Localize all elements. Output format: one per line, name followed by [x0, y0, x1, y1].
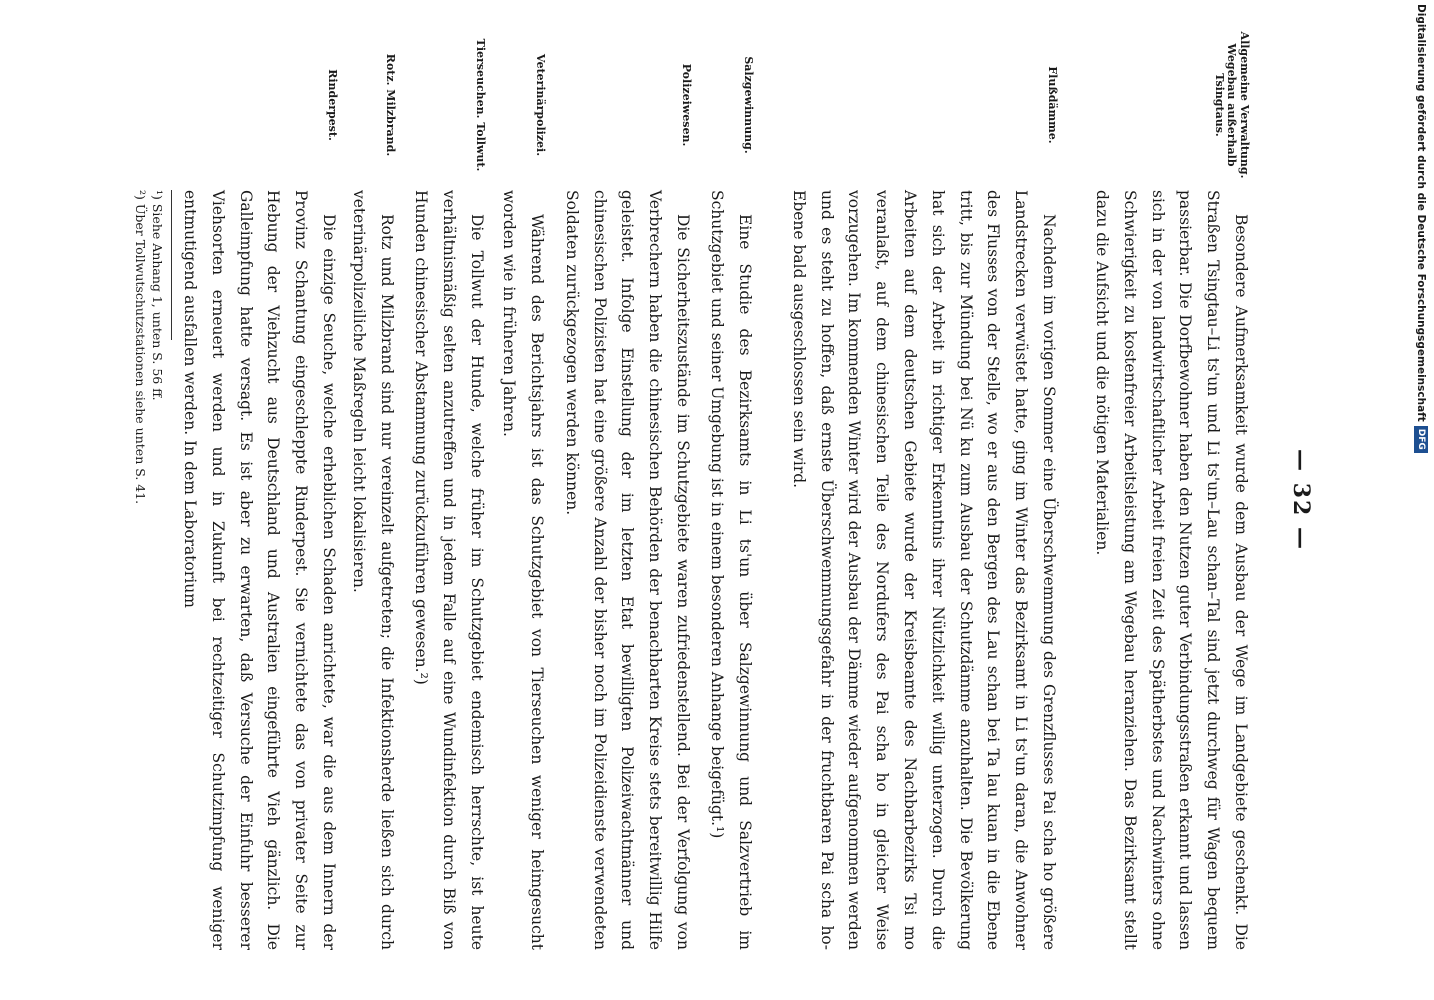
margin-note: Veterinärpolizei.	[534, 53, 547, 157]
margin-note: Salzgewinnung.	[742, 56, 755, 154]
paragraph: Eine Studie des Bezirksamts in Li ts'un über Salzgewinnung und Salzvertrieb im Schutzgebiet und seiner Umgebung ist in einem besonderen Anhange beigefügt.¹)	[708, 190, 754, 950]
margin-note: Rinderpest.	[326, 69, 339, 141]
digitization-credit	[1412, 4, 1430, 484]
margin-note: Rotz. Milzbrand.	[384, 53, 397, 157]
paragraph: Nachdem im vorigen Sommer eine Überschwemmung des Grenzflusses Pai scha ho größere Landstrecken verwüstet hatte, ging im Winter das Bezirksamt in Li ts'un daran, die Anwohner des Flusses von der Stelle, wo er aus den Bergen des Lau schan bei Ta lau kuan in die Ebene tritt, bis zur Mündung bei Nü ku zum Ausbau der Schutzdämme anzuhalten. Die Bevölkerung hat sich der Arbeit in richtiger Erkenntnis ihrer Nützlichkeit willig unterzogen. Durch die Arbeiten auf dem deutschen Gebiete wurde der Kreisbeamte des Nachbarbezirks Tsi mo veranlaßt, auf dem chinesischen Teile des Nordufers des Pai scha ho in gleicher Weise vorzugehen. Im kommenden Winter wird der Ausbau der Dämme wieder aufgenommen werden und es steht zu hoffen, daß ernste Überschwemmungsgefahr in der fruchtbaren Pai scha ho-Ebene bald ausgeschlossen sein wird.	[789, 190, 1058, 950]
paragraph: Rotz und Milzbrand sind nur vereinzelt aufgetreten; die Infektionsherde ließen sich durch veterinärpolizeiliche Maßregeln leicht lokalisieren.	[350, 190, 396, 950]
paragraph: Die einzige Seuche, welche erheblichen Schaden anrichtete, war die aus dem Innern der Provinz Schantung eingeschleppte Rinderpest. Sie vernichtete das von privater Seite zur Hebung der Viehzucht aus Deutschland und Australien eingeführte Vieh gänzlich. Die Galleimpfung hatte versagt. Es ist aber zu erwarten, daß Versuche der Einfuhr besserer Viehsorten erneuert werden und in Zukunft bei rechtzeitiger Schutzimpfung weniger entmutigend ausfallen werden. In dem Laboratorium	[181, 190, 338, 950]
margin-note: Allgemeine Verwaltung. Wegebau außerhalb Tsingtaus.	[1212, 31, 1251, 179]
paragraph: Die Sicherheitszustände im Schutzgebiete waren zufriedenstellend. Bei der Verfolgung von Verbrechern haben die chinesischen Behörden der benachbarten Kreise stets bereitwillig Hilfe geleistet. Infolge Einstellung der im letzten Etat bewilligten Polizeiwachtmänner und chinesischen Polizisten hat eine größere Anzahl der bisher noch im Polizeidienste verwendeten Soldaten zurückgezogen werden können.	[562, 190, 692, 950]
page-number: — 32 —	[1288, 449, 1314, 551]
footnote-separator	[171, 190, 172, 340]
paragraph: Die Tollwut der Hunde, welche früher im Schutzgebiet endemisch herrschte, ist heute verhältnismäßig selten anzutreffen und in jedem Falle auf eine Wundinfektion durch Biß von Hunden chinesischer Abstammung zurückzuführen gewesen.²)	[412, 190, 486, 950]
paragraph: Während des Berichtsjahrs ist das Schutzgebiet von Tierseuchen weniger heimgesucht worden wie in früheren Jahren.	[500, 190, 546, 950]
footnote: ¹) Siehe Anhang 1, unten S. 56 ff.	[150, 190, 165, 401]
margin-note: Flußdämme.	[1046, 66, 1059, 144]
dfg-logo-icon: DFG	[1414, 426, 1428, 453]
margin-note: Polizeiwesen.	[680, 63, 693, 147]
margin-note: Tierseuchen. Tollwut.	[474, 38, 487, 172]
credit-text: Digitalisierung gefördert durch die Deutsche Forschungsgemeinschaft	[1415, 4, 1427, 422]
footnote: ²) Über Tollwutschutzstationen siehe unten S. 41.	[133, 190, 148, 505]
footnotes	[132, 190, 166, 950]
paragraph: Besondere Aufmerksamkeit wurde dem Ausbau der Wege im Landgebiete geschenkt. Die Straßen Tsingtau–Li ts'un und Li ts'un–Lau schan–Tal sind jetzt durchweg für Wagen bequem passierbar. Die Dorfbewohner haben den Nutzen guter Verbindungsstraßen erkannt und lassen sich in der von landwirtschaftlicher Arbeit freien Zeit des Spätherbstes und Nachwinters ohne Schwierigkeit zu kostenfreier Arbeitsleistung am Wegebau heranziehen. Das Bezirksamt stellt dazu die Aufsicht und die nötigen Materialien.	[1093, 190, 1250, 950]
